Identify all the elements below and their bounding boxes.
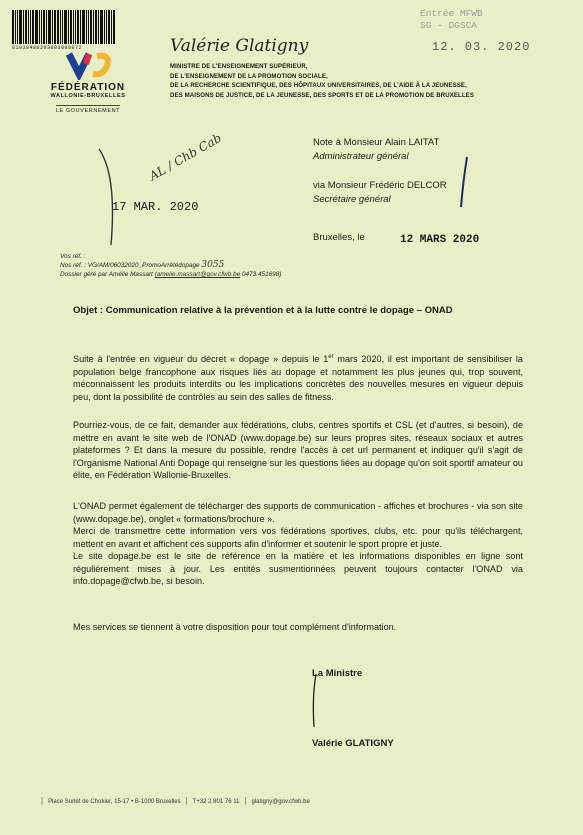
body-paragraph-3 bbox=[73, 500, 523, 588]
footer bbox=[36, 796, 310, 805]
barcode-bar bbox=[35, 10, 38, 44]
stamp-line: Entrée MFWB bbox=[420, 8, 483, 19]
barcode-bar bbox=[12, 10, 14, 44]
barcode-bar bbox=[48, 10, 51, 44]
barcode-bar bbox=[23, 10, 24, 44]
barcode-bar bbox=[106, 10, 107, 44]
barcode-bar bbox=[108, 10, 110, 44]
barcode-bar bbox=[30, 10, 31, 44]
p1-text-b: mars 2020, il est important de sensibiliser la population belge francophone aux risques liés au dopage et notamment les plus jeunes qui, trop souvent, méconnaissent les produits interdits ou les implications concrètes des nouvelles mesures en vigueur depuis peu, dont la possibilité de contrôles au sein des salles de fitness. bbox=[73, 354, 523, 402]
addressee-via: via Monsieur Frédéric DELCOR bbox=[313, 180, 447, 191]
barcode-bar bbox=[19, 10, 22, 44]
barcode-bar bbox=[95, 10, 97, 44]
signature-label: La Ministre bbox=[312, 668, 363, 679]
p5-text: Le site dopage.be est le site de référence en la matière et les informations disponibles en ligne sont régulièrement mises à jour. Les entités susmentionnées peuvent toujours contacter l'ONAD via info.dopage@cfwb.be, si besoin. bbox=[73, 551, 523, 586]
federation-logo bbox=[28, 50, 148, 122]
p1-superscript: er bbox=[328, 354, 334, 360]
ministry-line: DES MAISONS DE JUSTICE, DE LA JEUNESSE, DES SPORTS ET DE LA PROMOTION DE BRUXELLES bbox=[170, 91, 475, 99]
barcode-bar bbox=[75, 10, 76, 44]
p1-text-a: Suite à l'entrée en vigueur du décret « dopage » depuis le 1 bbox=[73, 354, 329, 365]
received-date: 17 MAR. 2020 bbox=[112, 200, 199, 214]
barcode-bar bbox=[52, 10, 53, 44]
footer-separator-icon: | bbox=[244, 796, 247, 805]
footer-email: glatigny@gov.cfwb.be bbox=[251, 799, 310, 805]
barcode-bar bbox=[54, 10, 56, 44]
ministry-line: DE L'ENSEIGNEMENT DE LA PROMOTION SOCIALE, bbox=[170, 72, 328, 80]
footer-address: Place Surlet de Chokier, 15-17 • B-1000 Bruxelles bbox=[48, 799, 181, 805]
barcode-bar bbox=[15, 10, 16, 44]
barcode-bar bbox=[39, 10, 40, 44]
p3-text: L'ONAD permet également de télécharger des supports de communication - affiches et brochures - via son site (www.dopage.be), onglet « formations/brochure ». bbox=[73, 501, 523, 524]
ministry-title bbox=[170, 62, 530, 100]
entry-stamp bbox=[420, 8, 483, 32]
logo-mark-icon bbox=[53, 50, 123, 80]
barcode-bar bbox=[90, 10, 92, 44]
footer-phone: T+32 2 801 76 11 bbox=[192, 799, 240, 805]
barcode-bar bbox=[17, 10, 18, 44]
barcode-bar bbox=[100, 10, 103, 44]
barcode bbox=[12, 10, 145, 50]
subject-line: Objet : Communication relative à la prévention et à la lutte contre le dopage – ONAD bbox=[73, 305, 453, 316]
references bbox=[60, 252, 281, 279]
stamp-line: SG - DGSCA bbox=[420, 20, 478, 31]
barcode-bar bbox=[64, 10, 67, 44]
minister-signature-header: Valérie Glatigny bbox=[170, 36, 309, 56]
our-reference bbox=[60, 261, 281, 270]
managed-by bbox=[60, 270, 281, 279]
barcode-bar bbox=[73, 10, 74, 44]
handwritten-routing-note: AL / Chb Cab bbox=[146, 130, 224, 184]
barcode-bar bbox=[68, 10, 69, 44]
barcode-number: 01030480203003000072 bbox=[12, 45, 83, 51]
barcode-bar bbox=[111, 10, 112, 44]
barcode-bar bbox=[57, 10, 59, 44]
stamp-date: 12. 03. 2020 bbox=[432, 40, 531, 54]
barcode-bar bbox=[41, 10, 42, 44]
p6-text: Mes services se tiennent à votre disposition pour tout complément d'information. bbox=[73, 622, 397, 632]
managed-by-text: Dossier géré par Amélie Massart bbox=[60, 271, 153, 278]
barcode-bar bbox=[62, 10, 63, 44]
barcode-bar bbox=[77, 10, 79, 44]
barcode-bar bbox=[82, 10, 85, 44]
signature-name: Valérie GLATIGNY bbox=[312, 738, 394, 749]
addressee-via-title: Secrétaire général bbox=[313, 194, 391, 205]
barcode-bar bbox=[113, 10, 115, 44]
body-paragraph-1 bbox=[73, 351, 523, 403]
barcode-bar bbox=[80, 10, 81, 44]
our-reference-text: Nos réf. : VG/AM/06032020_PromoArrêtédopage bbox=[60, 262, 200, 269]
barcode-bar bbox=[70, 10, 72, 44]
your-reference: Vos réf. : bbox=[60, 253, 86, 260]
barcode-bar bbox=[32, 10, 34, 44]
ministry-line: DE LA RECHERCHE SCIENTIFIQUE, DES HÔPITAUX UNIVERSITAIRES, DE L'AIDE À LA JEUNESSE, bbox=[170, 82, 467, 89]
contact-email-link[interactable]: (amelie.massart@gov.cfwb.be bbox=[154, 271, 241, 278]
p4-text: Merci de transmettre cette information vers vos fédérations sportives, clubs, etc. pour qu'ils téléchargent, mettent en avant et affichent ces supports afin d'informer et soutenir le sport propre et juste. bbox=[73, 526, 523, 549]
barcode-bar bbox=[43, 10, 45, 44]
logo-subtitle: WALLONIE-BRUXELLES bbox=[50, 93, 126, 99]
addressee-to: Note à Monsieur Alain LAITAT bbox=[313, 137, 440, 148]
footer-separator-icon: | bbox=[41, 796, 44, 805]
letter-date: 12 MARS 2020 bbox=[400, 234, 480, 246]
handwritten-signature-icon bbox=[300, 672, 380, 732]
place-label: Bruxelles, le bbox=[313, 232, 365, 243]
barcode-bar bbox=[60, 10, 61, 44]
barcode-bar bbox=[28, 10, 29, 44]
addressee-to-title: Administrateur général bbox=[313, 151, 409, 162]
ministry-line: MINISTRE DE L'ENSEIGNEMENT SUPÉRIEUR, bbox=[170, 63, 308, 70]
barcode-bar bbox=[104, 10, 105, 44]
our-reference-number: 3055 bbox=[201, 260, 225, 270]
body-paragraph-6 bbox=[73, 621, 523, 634]
p2-text: Pourriez-vous, de ce fait, demander aux fédérations, clubs, centres sportifs et CSL (et d'autres, si besoin), de mettre en avant le site web de l'ONAD (www.dopage.be) sur leurs propres sites, réseaux sociaux et autres plateformes ? Et dans la mesure du possible, rendre l'accès à cet url permanent et indiquer qu'il s'agit de l'Organisme National Anti Dopage qui renseigne sur les questions liées au dopage qu'on soit sportif amateur ou élite, en Fédération Wallonie-Bruxelles. bbox=[73, 420, 523, 480]
barcode-bar bbox=[93, 10, 94, 44]
contact-phone: 0473.451698) bbox=[241, 271, 282, 278]
barcode-bar bbox=[46, 10, 47, 44]
logo-title: FÉDÉRATION bbox=[50, 82, 126, 93]
handwritten-mark-icon bbox=[455, 152, 475, 212]
barcode-bar bbox=[98, 10, 99, 44]
logo-government: LE GOUVERNEMENT bbox=[56, 105, 120, 114]
barcode-bars bbox=[12, 10, 145, 44]
barcode-bar bbox=[86, 10, 87, 44]
body-paragraph-2 bbox=[73, 419, 523, 482]
barcode-bar bbox=[25, 10, 27, 44]
footer-separator-icon: | bbox=[185, 796, 188, 805]
barcode-bar bbox=[88, 10, 89, 44]
